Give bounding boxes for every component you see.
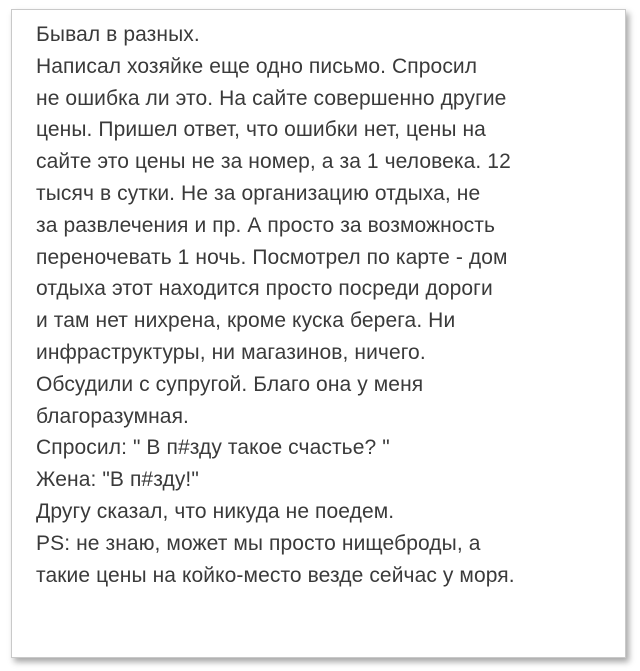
text-line: цены. Пришел ответ, что ошибки нет, цены на (36, 118, 486, 142)
text-line: и там нет нихрена, кроме куска берега. Ни (36, 309, 456, 333)
text-line: Написал хозяйке еще одно письмо. Спросил (36, 54, 478, 78)
text-line: инфраструктуры, ни магазинов, ничего. (36, 340, 426, 364)
text-card (12, 10, 625, 657)
text-line: Жена: "В п#зду!" (36, 468, 199, 492)
text-line: такие цены на койко-место везде сейчас у моря. (36, 563, 515, 587)
text-line: сайте это цены не за номер, а за 1 человека. 12 (36, 150, 511, 174)
text-line: за развлечения и пр. А просто за возможность (36, 213, 496, 237)
text-line: благоразумная. (36, 404, 189, 428)
text-line: Другу сказал, что никуда не поедем. (36, 499, 395, 523)
text-line: Обсудили с супругой. Благо она у меня (36, 372, 424, 396)
text-line: Спросил: " В п#зду такое счастье? " (36, 436, 390, 460)
text-line: переночевать 1 ночь. Посмотрел по карте - дом (36, 245, 508, 269)
text-line: Бывал в разных. (36, 23, 200, 46)
text-line: тысяч в сутки. Не за организацию отдыха, не (36, 181, 481, 205)
post-text (36, 19, 616, 591)
text-line: отдыха этот находится просто посреди дороги (36, 277, 493, 301)
text-line: PS: не знаю, может мы просто нищеброды, а (36, 531, 481, 555)
text-line: не ошибка ли это. На сайте совершенно другие (36, 86, 507, 110)
